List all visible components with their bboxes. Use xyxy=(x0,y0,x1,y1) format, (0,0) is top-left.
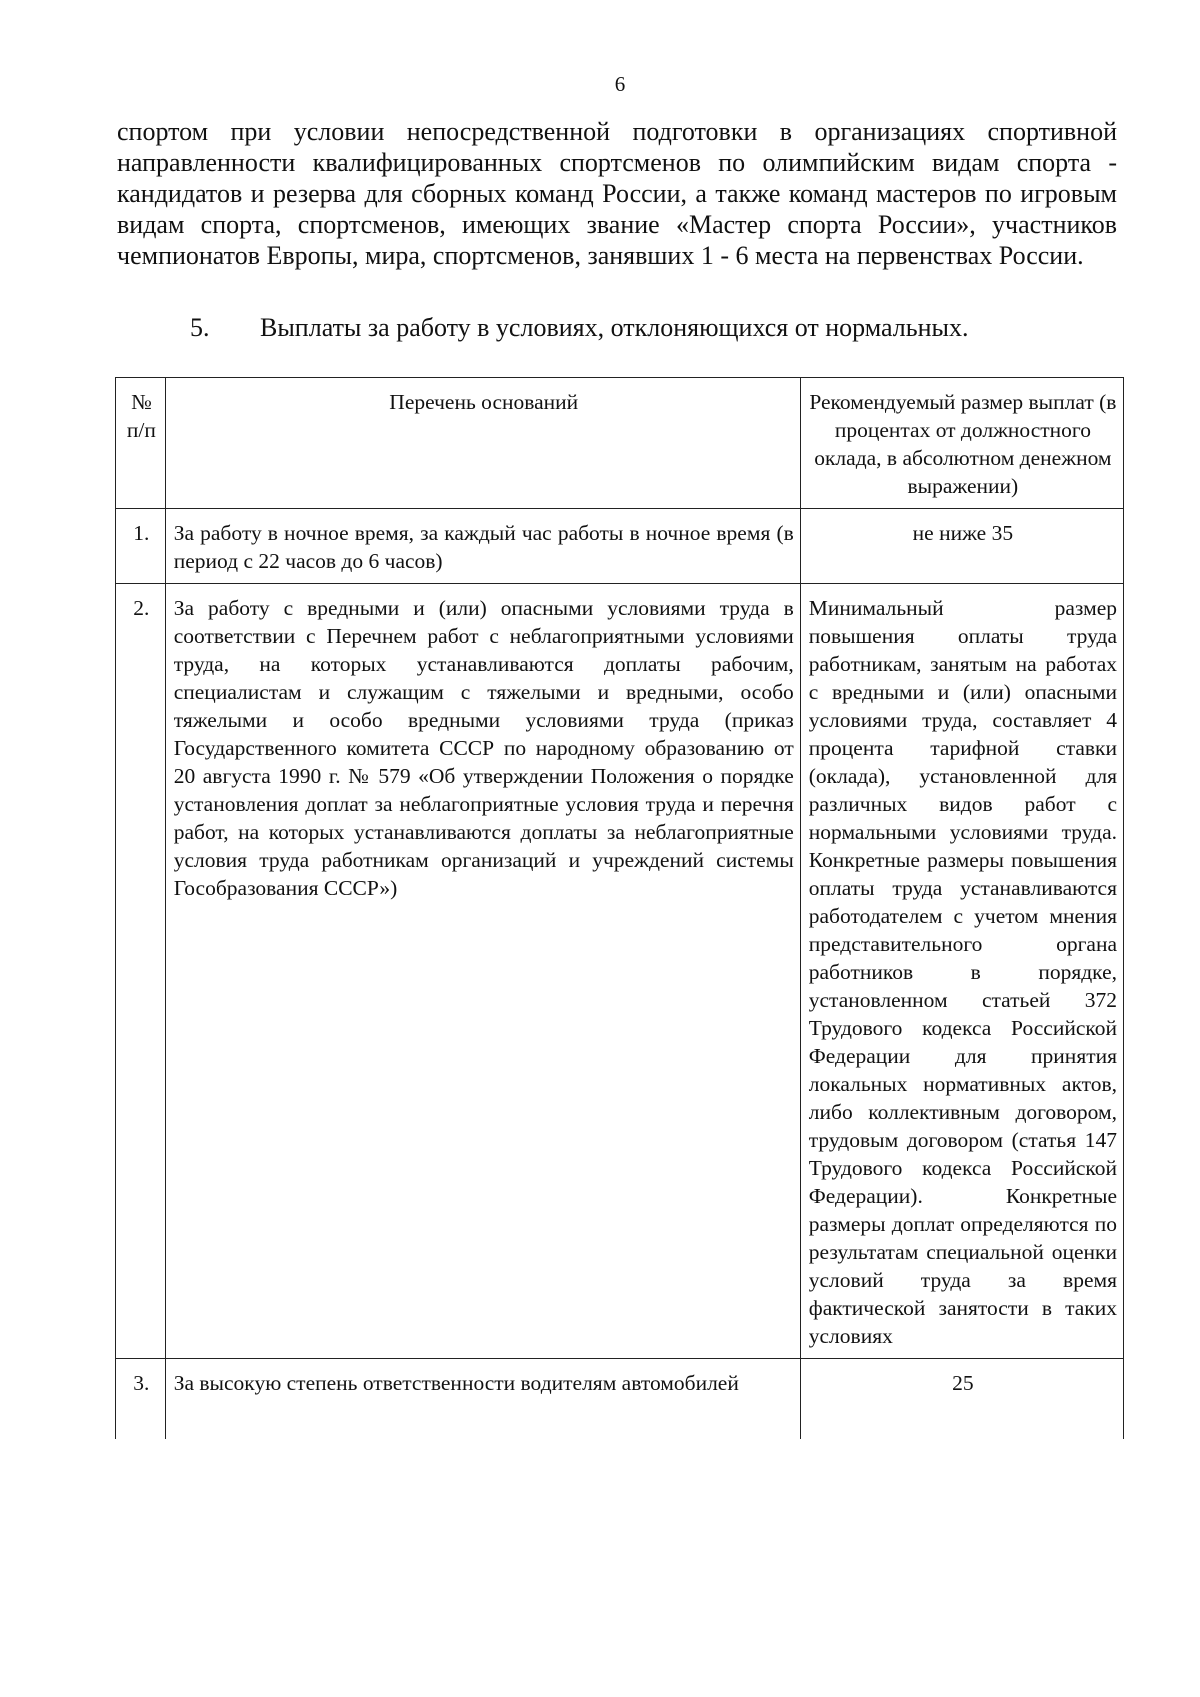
row-number: 2. xyxy=(116,584,166,1359)
intro-paragraph: спортом при условии непосредственной подготовки в организациях спортивной направленности квалифицированных спортсменов по олимпийским видам спорта - кандидатов и резерва для сборных команд России, а также команд мастеров по игровым видам спорта, спортсменов, имеющих звание «Мастер спорта России», участников чемпионатов Европы, мира, спортсменов, занявших 1 - 6 места на первенствах России. xyxy=(117,117,1117,270)
row-basis: За работу с вредными и (или) опасными условиями труда в соответствии с Перечнем работ с неблагоприятными условиями труда, на которых устанавливаются доплаты рабочим, специалистам и служащим с тяжелыми и вредными, особо тяжелыми и особо вредными условиями труда (приказ Государственного комитета СССР по народному образованию от 20 августа 1990 г. № 579 «Об утверждении Положения о порядке установления доплат за неблагоприятные условия труда и перечня работ, на которых устанавливаются доплаты за неблагоприятные условия труда работникам организаций и учреждений системы Гособразования СССР») xyxy=(165,584,800,1359)
header-basis: Перечень оснований xyxy=(165,378,800,509)
row-basis: За работу в ночное время, за каждый час работы в ночное время (в период с 22 часов до 6 часов) xyxy=(165,509,800,584)
row-payment-size: Минимальный размер повышения оплаты труда работникам, занятым на работах с вредными и (или) опасными условиями труда, составляет 4 процента тарифной ставки (оклада), установленной для различных видов работ с нормальными условиями труда. Конкретные размеры повышения оплаты труда устанавливаются работодателем с учетом мнения представительного органа работников в порядке, установленном статьей 372 Трудового кодекса Российской Федерации для принятия локальных нормативных актов, либо коллективным договором, трудовым договором (статья 147 Трудового кодекса Российской Федерации). Конкретные размеры доплат определяются по результатам специальной оценки условий труда за время фактической занятости в таких условиях xyxy=(800,584,1123,1359)
row-basis: За высокую степень ответственности водителям автомобилей xyxy=(165,1359,800,1440)
payments-table xyxy=(115,377,1124,1439)
section-number: 5. xyxy=(190,313,210,342)
header-number: № п/п xyxy=(116,378,166,509)
header-payment-size: Рекомендуемый размер выплат (в процентах от должностного оклада, в абсолютном денежном выражении) xyxy=(800,378,1123,509)
row-number: 1. xyxy=(116,509,166,584)
section-heading xyxy=(190,312,969,343)
section-title: Выплаты за работу в условиях, отклоняющихся от нормальных. xyxy=(260,313,969,342)
row-number: 3. xyxy=(116,1359,166,1440)
table-row xyxy=(116,584,1124,1359)
row-payment-size: не ниже 35 xyxy=(800,509,1123,584)
page-number: 6 xyxy=(614,72,626,96)
table-row xyxy=(116,509,1124,584)
table-header-row xyxy=(116,378,1124,509)
row-payment-size: 25 xyxy=(800,1359,1123,1440)
table-row xyxy=(116,1359,1124,1440)
